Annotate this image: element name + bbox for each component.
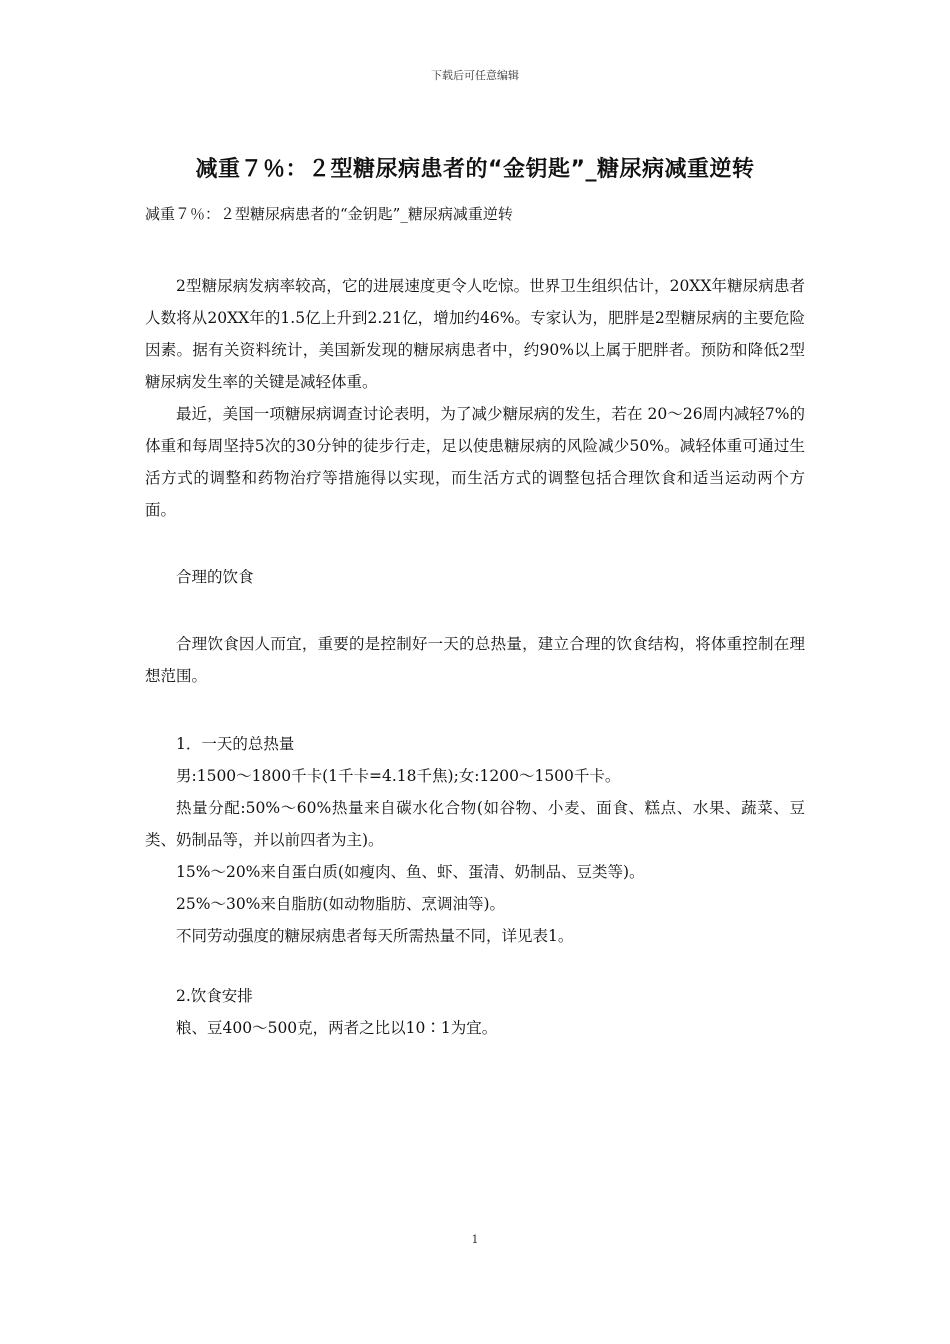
heading-total-calories: 1．一天的总热量 xyxy=(176,735,295,753)
heading-diet-arrangement: 2.饮食安排 xyxy=(176,987,253,1005)
paragraph-fat: 25%～30%来自脂肪(如动物脂肪、烹调油等)。 xyxy=(176,895,505,913)
heading-reasonable-diet: 合理的饮食 xyxy=(176,568,254,586)
header-note: 下载后可任意编辑 xyxy=(431,69,519,82)
document-body xyxy=(145,270,805,1044)
paragraph-grain-bean: 粮、豆400～500克，两者之比以10∶1为宜。 xyxy=(176,1019,498,1037)
paragraph-study: 最近，美国一项糖尿病调查讨论表明，为了减少糖尿病的发生，若在 20～26周内减轻7%的体重和每周坚持5次的30分钟的徒步行走，足以使患糖尿病的风险减少50%。减轻体重可通过生活方式的调整和药物治疗等措施得以实现，而生活方式的调整包括合理饮食和适当运动两个方面。 xyxy=(145,405,805,519)
paragraph-diet: 合理饮食因人而宜，重要的是控制好一天的总热量，建立合理的饮食结构，将体重控制在理想范围。 xyxy=(145,635,805,685)
paragraph-labor-intensity: 不同劳动强度的糖尿病患者每天所需热量不同，详见表1。 xyxy=(176,927,574,945)
page-subtitle: 减重７％：２型糖尿病患者的“金钥匙”_糖尿病减重逆转 xyxy=(145,205,513,223)
paragraph-calories-gender: 男:1500～1800千卡(1千卡=4.18千焦);女:1200～1500千卡。 xyxy=(176,767,621,785)
paragraph-intro: 2型糖尿病发病率较高，它的进展速度更令人吃惊。世界卫生组织估计，20XX年糖尿病患者人数将从20XX年的1.5亿上升到2.21亿，增加约46%。专家认为，肥胖是2型糖尿病的主要危险因素。据有关资料统计，美国新发现的糖尿病患者中，约90%以上属于肥胖者。预防和降低2型糖尿病发生率的关键是减轻体重。 xyxy=(145,277,805,391)
page-title: 减重７％：２型糖尿病患者的“金钥匙”_糖尿病减重逆转 xyxy=(195,157,755,182)
paragraph-calorie-distribution: 热量分配:50%～60%热量来自碳水化合物(如谷物、小麦、面食、糕点、水果、蔬菜、豆类、奶制品等，并以前四者为主)。 xyxy=(145,799,805,849)
paragraph-protein: 15%～20%来自蛋白质(如瘦肉、鱼、虾、蛋清、奶制品、豆类等)。 xyxy=(176,863,645,881)
page-number: 1 xyxy=(471,1233,479,1246)
